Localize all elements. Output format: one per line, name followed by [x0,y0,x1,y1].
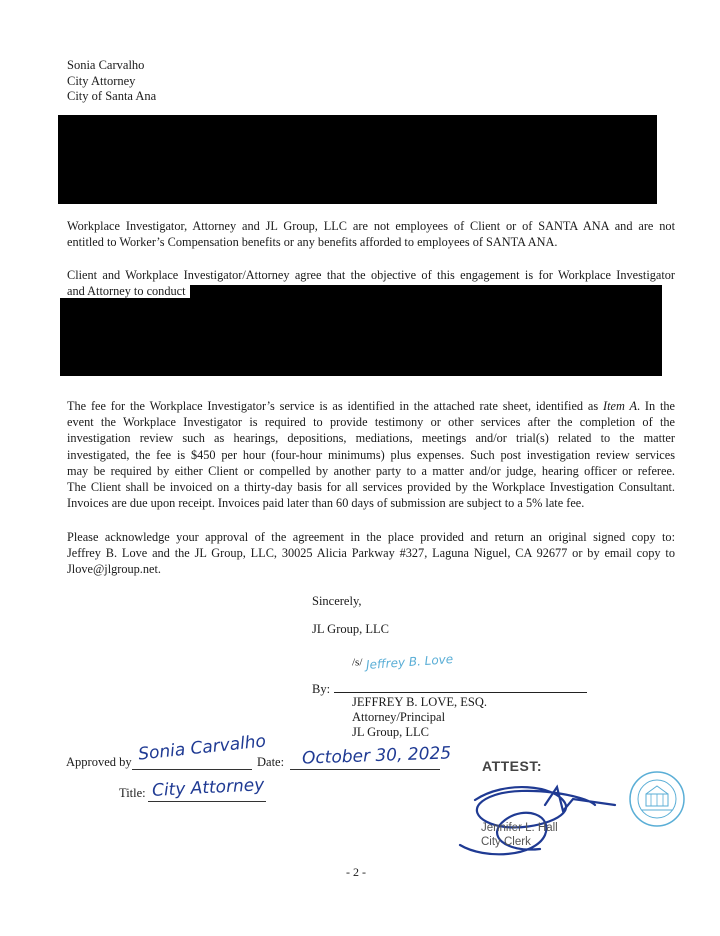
by-label: By: [312,682,331,696]
redaction-block-1 [58,115,657,204]
text-line: may be required by either Client or compelled by another party to a matter and/or judge, hearing officer or referee. [67,463,675,478]
title-underline [148,801,266,802]
paragraph-fees [67,398,675,511]
clerk-name: Jennifer L. Hall [481,822,558,834]
text-line: Jlove@jlgroup.net. [67,562,161,577]
clerk-signature-scribble [445,775,620,865]
fee-text: The fee for the Workplace Investigator’s service is as identified in the attached rate sheet, identified as [67,399,599,413]
recipient-org: City of Santa Ana [67,89,157,103]
approved-by-signature: Sonia Carvalho [137,731,267,765]
paragraph-acknowledgement [67,529,675,578]
closing-company: JL Group, LLC [312,622,389,636]
text-line: and Attorney to conduct [67,284,186,299]
page-number: - 2 - [346,865,366,879]
date-value: October 30, 2025 [301,743,452,769]
signer-company: JL Group, LLC [352,725,429,739]
redaction-block-3 [60,298,662,376]
text-line: Please acknowledge your approval of the agreement in the place provided and return an original signed copy to: [67,530,675,544]
fee-text-after: . In the [636,399,675,413]
text-line: Jeffrey B. Love and the JL Group, LLC, 30025 Alicia Parkway #327, Laguna Niguel, CA 92677 or by email copy to [67,546,675,561]
recipient-title: City Attorney [67,73,136,88]
s-prefix: /s/ [352,656,363,669]
text-line: entitled to Worker’s Compensation benefits or any benefits afforded to employees of SANTA ANA. [67,235,558,250]
signature-line [334,692,587,693]
text-line: investigation review such as hearings, depositions, mediations, meetings and/or trial(s) related to the matter [67,431,675,446]
attest-label: ATTEST: [482,758,543,774]
text-line: The Client shall be invoiced on a thirty-day basis for all services provided by the Workplace Investigation Consultant. [67,480,675,495]
electronic-signature [352,653,454,671]
approved-by-underline [132,769,252,770]
title-label: Title: [119,786,146,800]
recipient-name: Sonia Carvalho [67,58,145,72]
date-label: Date: [257,755,285,769]
signer-block [352,695,487,740]
signer-title: Attorney/Principal [352,710,446,724]
closing-sincerely: Sincerely, [312,594,362,608]
recipient-address [67,58,156,105]
text-line: event the Workplace Investigator is required to provide testimony or other services after the completion of the [67,415,675,430]
city-seal-icon [628,770,686,828]
date-underline [290,769,440,770]
s-signature: Jeffrey B. Love [366,651,454,673]
text-line: investigated, the fee is $450 per hour (four-hour minimums) plus expenses. Such post investigation review services [67,447,675,462]
item-reference: Item A [602,399,637,413]
signer-name: JEFFREY B. LOVE, ESQ. [352,695,487,709]
text-line: Invoices are due upon receipt. Invoices paid later than 60 days of submission are subject to a 5% late fee. [67,496,585,511]
text-line [67,398,675,414]
approved-by-label: Approved by [66,755,132,769]
text-line: Client and Workplace Investigator/Attorney agree that the objective of this engagement is for Workplace Investigator [67,268,675,282]
text-line: Workplace Investigator, Attorney and JL Group, LLC are not employees of Client or of SANTA ANA and are not [67,219,675,233]
clerk-title: City Clerk [481,836,531,848]
paragraph-employment-status [67,218,675,250]
title-value: City Attorney [151,775,265,801]
